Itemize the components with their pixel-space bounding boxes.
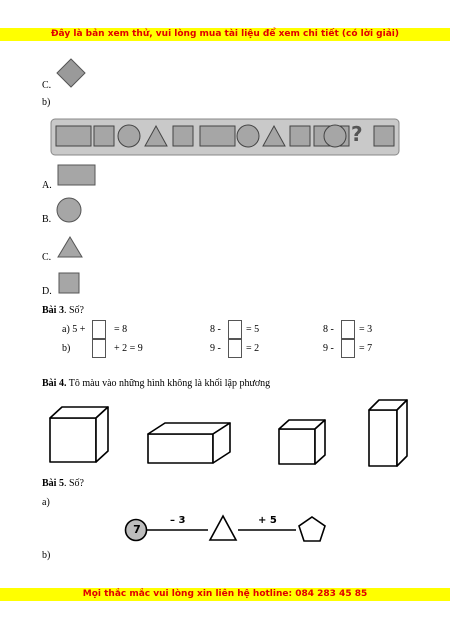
bai5-title-rest: . Số? <box>63 478 84 489</box>
op2-label: + 5 <box>258 515 277 526</box>
option-c-shape-label: C. <box>42 252 52 263</box>
bai3-r1-c1-after: = 8 <box>114 324 128 335</box>
seq-square-2 <box>173 126 193 146</box>
option-d-label: D. <box>42 286 52 297</box>
option-c-triangle <box>57 236 83 258</box>
part-b-label: b) <box>42 97 51 108</box>
bai5-title <box>42 478 84 490</box>
answer-box[interactable] <box>92 320 106 339</box>
start-value-circle: 7 <box>133 523 141 536</box>
seq-square-3 <box>290 126 310 146</box>
bai4-title-rest: Tô màu vào những hình không là khối lập phương <box>66 378 271 389</box>
answer-box[interactable] <box>228 339 242 358</box>
bai3-title-rest: . Số? <box>63 305 84 316</box>
answer-box[interactable] <box>228 320 242 339</box>
bai3-r2-c2-label: 9 - <box>210 343 221 354</box>
answer-box[interactable] <box>341 339 355 358</box>
bai5-title-bold: Bài 5 <box>42 478 64 489</box>
seq-square-4 <box>374 126 394 146</box>
answer-box[interactable] <box>341 320 355 339</box>
cuboid-shape-2[interactable] <box>145 420 233 466</box>
bai3-title-bold: Bài 3 <box>42 305 64 316</box>
option-c-label: C. <box>42 80 52 91</box>
bai3-r1-c1-label: a) 5 + <box>62 324 86 335</box>
bai3-r1-c3-after: = 3 <box>359 324 373 335</box>
seq-circle-1 <box>118 125 140 147</box>
option-b-circle <box>56 197 82 223</box>
op1-label: – 3 <box>170 515 186 526</box>
cuboid-shape-4[interactable] <box>366 397 410 469</box>
seq-rectangle-2 <box>200 126 235 146</box>
bai3-r2-c1-label: b) <box>62 343 71 354</box>
option-b-label: B. <box>42 214 52 225</box>
cube-shape-1[interactable] <box>46 404 112 466</box>
bai4-title-bold: Bài 4. <box>42 378 67 389</box>
cube-shape-3[interactable] <box>276 417 328 467</box>
seq-circle-4 <box>320 123 350 151</box>
bai3-r1-c2-after: = 5 <box>246 324 260 335</box>
bai3-r2-c1-after: + 2 = 9 <box>114 343 143 354</box>
bai3-r2-c3-label: 9 - <box>323 343 334 354</box>
number-chain <box>122 512 332 546</box>
seq-circle-2b <box>237 125 259 147</box>
option-a-label: A. <box>42 180 52 191</box>
seq-rectangle-1 <box>56 126 91 146</box>
option-a-rectangle <box>57 164 97 186</box>
bai5-part-b-label: b) <box>42 550 51 561</box>
seq-square-1 <box>94 126 114 146</box>
answer-box[interactable] <box>92 339 106 358</box>
bai4-title <box>42 378 270 390</box>
bai3-r2-c2-after: = 2 <box>246 343 260 354</box>
footer-banner: Mọi thắc mắc vui lòng xin liên hệ hotline: 084 283 45 85 <box>0 588 450 601</box>
diamond-shape <box>56 58 86 88</box>
bai3-r2-c3-after: = 7 <box>359 343 373 354</box>
bai3-r1-c2-label: 8 - <box>210 324 221 335</box>
bai3-r1-c3-label: 8 - <box>323 324 334 335</box>
bai3-title <box>42 305 84 317</box>
header-banner: Đây là bản xem thử, vui lòng mua tài liệu để xem chi tiết (có lời giải) <box>0 28 450 41</box>
bai5-part-a-label: a) <box>42 497 50 508</box>
question-mark-icon: ? <box>351 122 363 146</box>
option-d-square <box>58 272 80 294</box>
